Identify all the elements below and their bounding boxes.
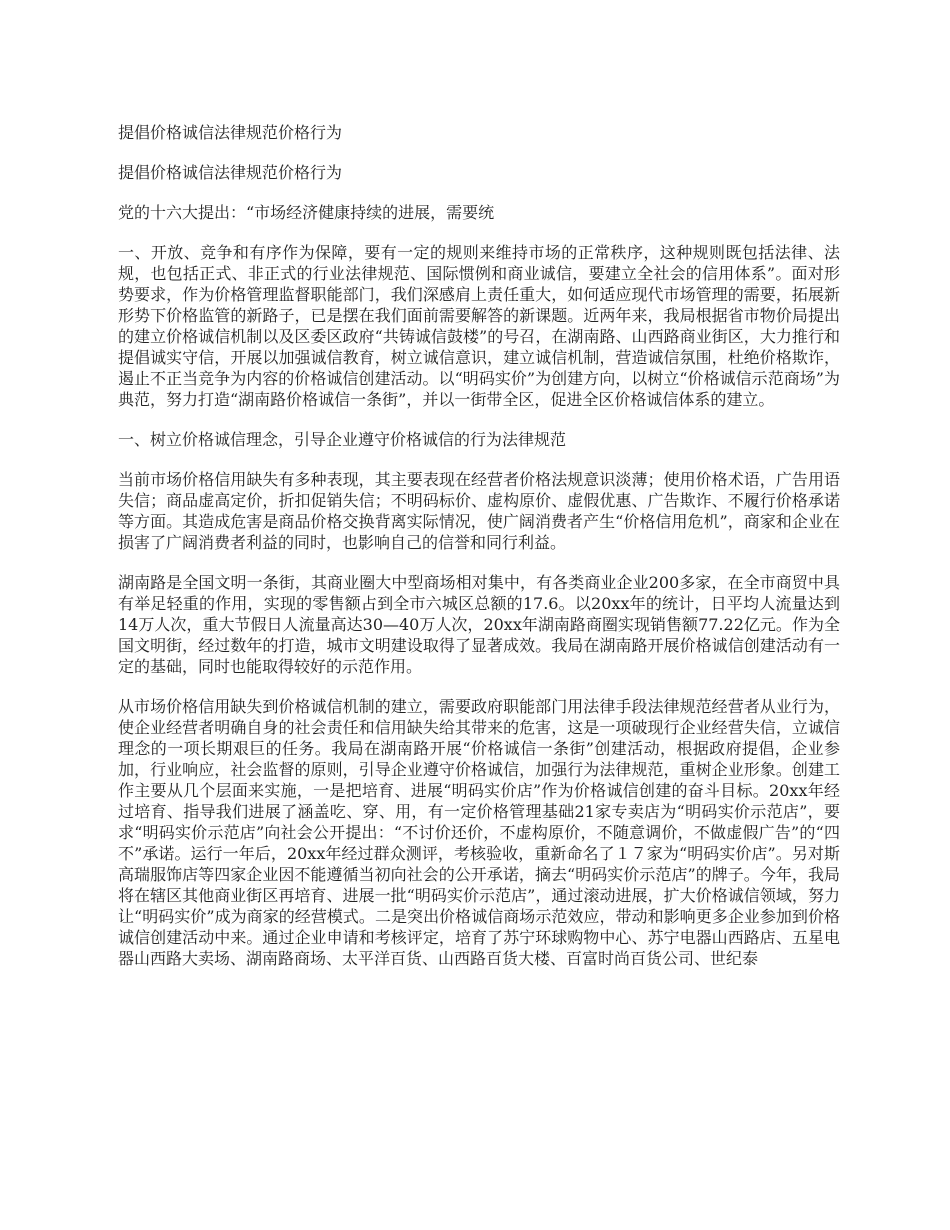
- paragraph-1: 党的十六大提出：“市场经济健康持续的进展，需要统: [118, 203, 495, 222]
- document-title: 提倡价格诚信法律规范价格行为: [118, 123, 343, 142]
- section-heading-1: 一、树立价格诚信理念，引导企业遵守价格诚信的行为法律规范: [118, 430, 567, 449]
- paragraph-2: 一、开放、竞争和有序作为保障，要有一定的规则来维持市场的正常秩序，这种规则既包括法律、法规，也包括正式、非正式的行业法律规范、国际惯例和商业诚信，要建立全社会的信用体系”。面对形势要求，作为价格管理监督职能部门，我们深感肩上责任重大，如何适应现代市场管理的需要，拓展新形势下价格监管的新路子，已是摆在我们面前需要解答的新课题。近两年来，我局根据省市物价局提出的建立价格诚信机制以及区委区政府“共铸诚信鼓楼”的号召，在湖南路、山西路商业街区，大力推行和提倡诚实守信，开展以加强诚信教育，树立诚信意识，建立诚信机制，营造诚信氛围，杜绝价格欺诈，遏止不正当竞争为内容的价格诚信创建活动。以“明码实价”为创建方向，以树立“价格诚信示范商场”为典范，努力打造“湖南路价格诚信一条街”，并以一街带全区，促进全区价格诚信体系的建立。: [118, 243, 840, 409]
- document-subtitle: 提倡价格诚信法律规范价格行为: [118, 163, 343, 182]
- paragraph-3: 当前市场价格信用缺失有多种表现，其主要表现在经营者价格法规意识淡薄；使用价格术语，广告用语失信；商品虚高定价，折扣促销失信；不明码标价、虚构原价、虚假优惠、广告欺诈、不履行价格承诺等方面。其造成危害是商品价格交换背离实际情况，使广阔消费者产生“价格信用危机”，商家和企业在损害了广阔消费者利益的同时，也影响自己的信誉和同行利益。: [118, 470, 840, 552]
- paragraph-4: 湖南路是全国文明一条街，其商业圈大中型商场相对集中，有各类商业企业200多家，在全市商贸中具有举足轻重的作用，实现的零售额占到全市六城区总额的17.6。以20xx年的统计，日平均人流量达到14万人次，重大节假日人流量高达30—40万人次，20xx年湖南路商圈实现销售额77.22亿元。作为全国文明街，经过数年的打造，城市文明建设取得了显著成效。我局在湖南路开展价格诚信创建活动有一定的基础，同时也能取得较好的示范作用。: [118, 573, 840, 676]
- paragraph-5: 从市场价格信用缺失到价格诚信机制的建立，需要政府职能部门用法律手段法律规范经营者从业行为，使企业经营者明确自身的社会责任和信用缺失给其带来的危害，这是一项破现行企业经营失信，立诚信理念的一项长期艰巨的任务。我局在湖南路开展“价格诚信一条街”创建活动，根据政府提倡，企业参加，行业响应，社会监督的原则，引导企业遵守价格诚信，加强行为法律规范，重树企业形象。创建工作主要从几个层面来实施，一是把培育、进展“明码实价店”作为价格诚信创建的奋斗目标。20xx年经过培育、指导我们进展了涵盖吃、穿、用，有一定价格管理基础21家专卖店为“明码实价示范店”，要求“明码实价示范店”向社会公开提出：“不讨价还价，不虚构原价，不随意调价，不做虚假广告”的“四不”承诺。运行一年后，20xx年经过群众测评，考核验收，重新命名了１７家为“明码实价店”。另对斯高瑞服饰店等四家企业因不能遵循当初向社会的公开承诺，摘去“明码实价示范店”的牌子。今年，我局将在辖区其他商业街区再培育、进展一批“明码实价示范店”，通过滚动进展，扩大价格诚信领域，努力让“明码实价”成为商家的经营模式。二是突出价格诚信商场示范效应，带动和影响更多企业参加到价格诚信创建活动中来。通过企业申请和考核评定，培育了苏宁环球购物中心、苏宁电器山西路店、五星电器山西路大卖场、湖南路商场、太平洋百货、山西路百货大楼、百富时尚百货公司、世纪泰: [118, 697, 840, 968]
- document-page: [118, 122, 840, 988]
